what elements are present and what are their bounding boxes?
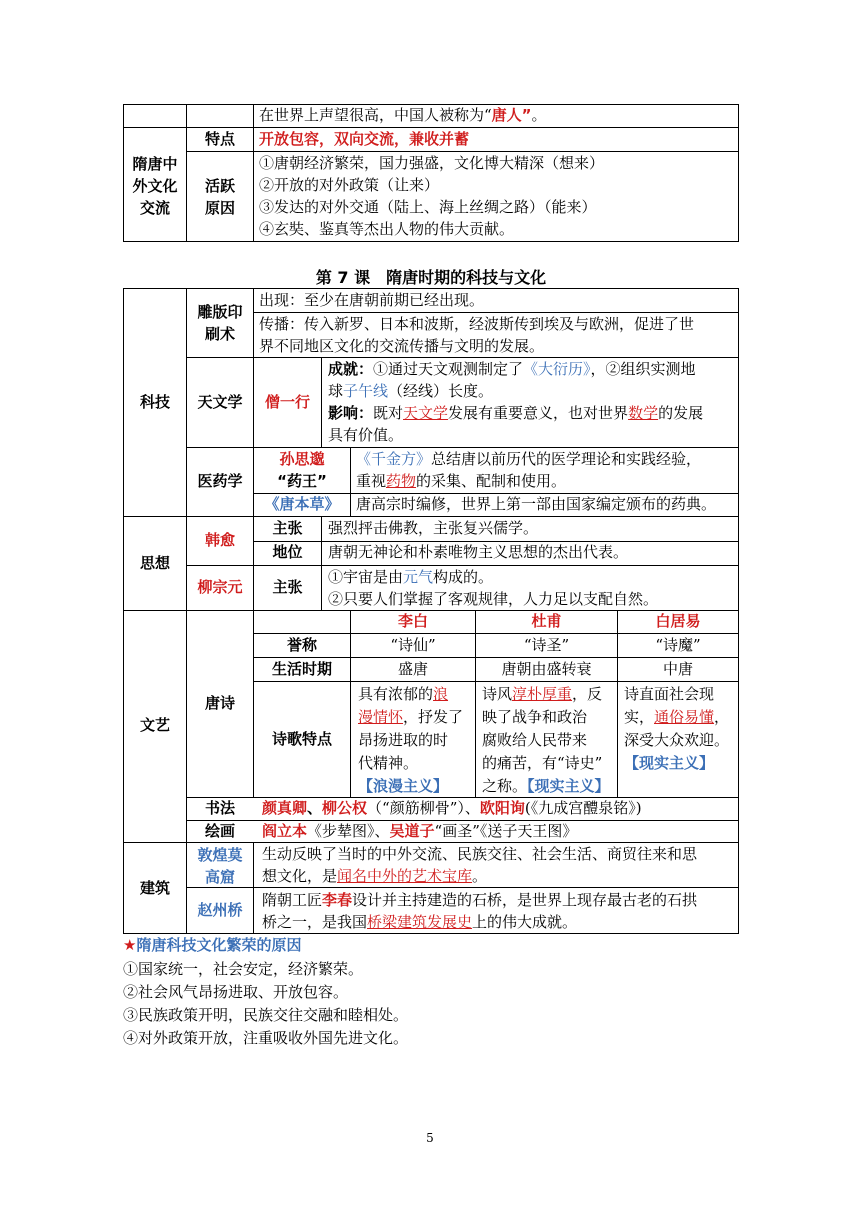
zhaozhou-label: 赵州桥 (197, 901, 243, 919)
top-row-text (259, 105, 547, 126)
liuzongyuan-name: 柳宗元 (197, 578, 243, 596)
dunhuang-desc: 生动反映了当时的中外交流、民族交往、社会生活、商贸往来和思 想文化，是闻名中外的艺术宝库。 (262, 845, 698, 885)
list-item: ③民族政策开明，民族交往交融和睦相处。 (123, 1006, 409, 1024)
poet-dufu: 杜甫 (531, 612, 562, 630)
style-row-label: 诗歌特点 (271, 730, 332, 748)
feature-label: 特点 (204, 130, 235, 148)
reasons-heading: ★隋唐科技文化繁荣的原因 (123, 936, 302, 954)
list-item: ②社会风气昂扬进取、开放包容。 (123, 983, 349, 1001)
dufu-title: “诗圣” (523, 636, 570, 654)
painting-label: 绘画 (204, 822, 235, 840)
poet-libai: 李白 (397, 612, 428, 630)
painting-text: 阎立本《步辇图》、吴道子“画圣”《送子天王图》 (262, 822, 578, 840)
title-row-label: 誉称 (286, 636, 317, 654)
list-item: ③发达的对外交通（陆上、海上丝绸之路）（能来） (259, 198, 597, 216)
baijuyi-period: 中唐 (662, 660, 693, 678)
hanyu-status-label: 地位 (272, 543, 303, 561)
medicine-label: 医药学 (197, 472, 243, 490)
reasons-list (123, 958, 408, 1050)
medicine-person: 孙思邈 “药王” (277, 450, 327, 490)
hanyu-claim-label: 主张 (272, 519, 303, 537)
zhaozhou-desc: 隋朝工匠李春设计并主持建造的石桥，是世界上现存最古老的石拱 桥之一，是我国桥梁建筑发展史上的伟大成就。 (262, 891, 698, 931)
baijuyi-style: 诗直面社会现 实，通俗易懂， 深受大众欢迎。 【现实主义】 (624, 685, 730, 772)
hanyu-claim: 强烈抨击佛教，主张复兴儒学。 (328, 519, 539, 537)
lesson-title: 第 7 课 隋唐时期的科技与文化 (315, 268, 547, 287)
calligraphy-text: 颜真卿、柳公权（“颜筋柳骨”）、欧阳询(《九成宫醴泉铭》) (262, 799, 642, 817)
exchange-section-label: 隋唐中 外文化 交流 (132, 155, 178, 217)
poet-baijuyi: 白居易 (655, 612, 701, 630)
period-row-label: 生活时期 (271, 660, 332, 678)
page-number: 5 (426, 1131, 434, 1145)
libai-period: 盛唐 (397, 660, 428, 678)
liu-claim-label: 主张 (272, 578, 303, 596)
tang-ren-prefix: 在世界上声望很高，中国人被称为“ (259, 106, 492, 124)
list-item: ④对外政策开放，注重吸收外国先进文化。 (123, 1029, 409, 1047)
list-item: ④玄奘、鉴真等杰出人物的伟大贡献。 (259, 220, 515, 238)
arts-label: 文艺 (139, 716, 170, 734)
libai-style: 具有浓郁的浪 漫情怀，抒发了 昂扬进取的时 代精神。 【浪漫主义】 (358, 685, 464, 795)
active-reasons-list (259, 152, 604, 240)
thought-label: 思想 (139, 554, 170, 572)
list-item: ①唐朝经济繁荣，国力强盛，文化博大精深（想来） (259, 154, 605, 172)
poetry-label: 唐诗 (204, 694, 235, 712)
active-reason-label: 活跃 原因 (204, 177, 235, 217)
tang-ren-highlight: 唐人” (491, 106, 532, 124)
printing-label: 雕版印 刷术 (197, 303, 243, 343)
astronomy-details: 成就：①通过天文观测制定了《大衍历》，②组织实测地 球子午线（经线）长度。 影响：既对天文学发展有重要意义，也对世界数学的发展 具有价值。 (328, 360, 704, 444)
tangbencao-desc: 唐高宗时编修，世界上第一部由国家编定颁布的药典。 (356, 495, 717, 513)
dufu-period: 唐朝由盛转衰 (501, 660, 592, 678)
feature-value: 开放包容，双向交流，兼收并蓄 (259, 130, 470, 148)
astronomy-person: 僧一行 (264, 393, 310, 411)
dunhuang-label: 敦煌莫 高窟 (197, 846, 243, 886)
printing-appear: 出现：至少在唐朝前期已经出现。 (259, 291, 485, 309)
list-item: ①国家统一，社会安定，经济繁荣。 (123, 960, 364, 978)
star-icon: ★ (123, 936, 137, 954)
calligraphy-label: 书法 (204, 799, 235, 817)
tangbencao-label: 《唐本草》 (264, 495, 340, 513)
science-label: 科技 (139, 393, 170, 411)
qianjinfang-desc: 《千金方》总结唐以前历代的医学理论和实践经验， 重视药物的采集、配制和使用。 (356, 450, 702, 490)
list-item: ②开放的对外政策（让来） (259, 176, 440, 194)
libai-title: “诗仙” (390, 636, 436, 654)
liu-claim: ①宇宙是由元气构成的。 ②只要人们掌握了客观规律，人力足以支配自然。 (328, 568, 659, 608)
baijuyi-title: “诗魔” (655, 636, 701, 654)
printing-spread: 传播：传入新罗、日本和波斯，经波斯传到埃及与欧洲，促进了世 界不同地区文化的交流传播与文明的发展。 (259, 315, 695, 355)
hanyu-name: 韩愈 (204, 531, 235, 549)
hanyu-status: 唐朝无神论和朴素唯物主义思想的杰出代表。 (328, 543, 629, 561)
architecture-label: 建筑 (139, 879, 170, 897)
tang-ren-suffix: 。 (531, 106, 547, 124)
astronomy-label: 天文学 (197, 393, 243, 411)
dufu-style: 诗风淳朴厚重，反 映了战争和政治 腐败给人民带来 的痛苦，有“诗史” 之称。【现实主义】 (482, 685, 610, 795)
